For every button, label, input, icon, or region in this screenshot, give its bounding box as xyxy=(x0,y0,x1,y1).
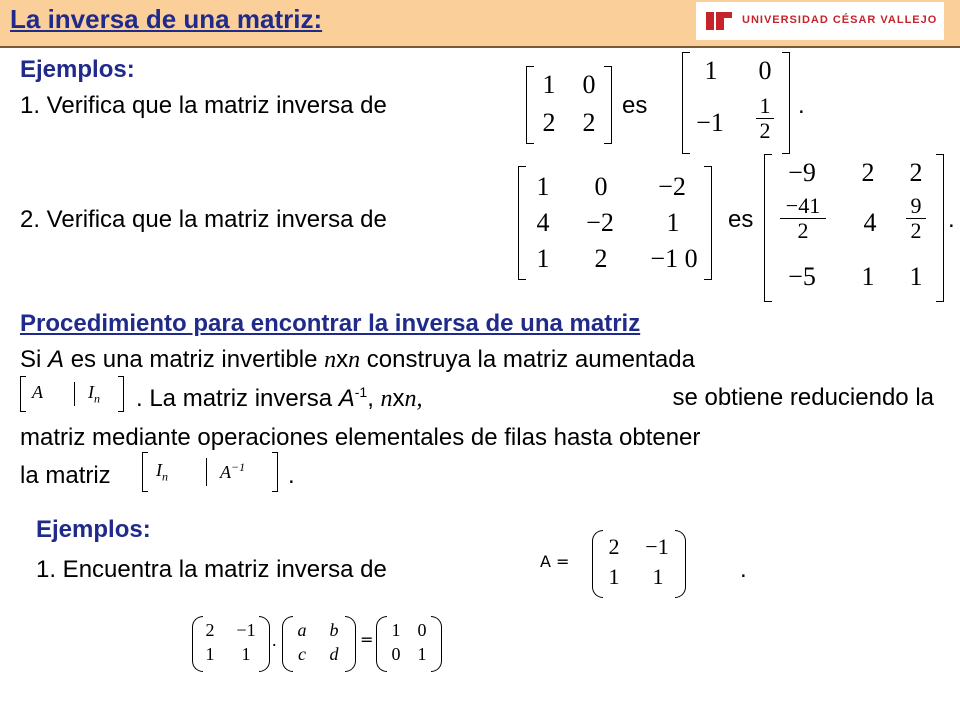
matrix-cell: −1 xyxy=(645,534,669,559)
identity-symbol: I xyxy=(156,460,162,480)
matrix-A xyxy=(592,530,686,598)
eq-left-matrix xyxy=(192,616,270,672)
example2-matrix xyxy=(518,166,712,280)
matrix-cell: −1 xyxy=(696,108,724,137)
fraction xyxy=(754,94,776,143)
text-fragment: x xyxy=(392,385,405,412)
eq-identity-matrix xyxy=(376,616,442,672)
matrix-cell: 1 xyxy=(536,172,550,201)
text-fragment: , xyxy=(367,385,374,412)
matrix-cell: 1 xyxy=(241,644,251,664)
matrix-cell: 1 xyxy=(542,70,556,99)
procedure-line-1 xyxy=(20,346,695,374)
augmented-matrix-A-In xyxy=(20,376,124,412)
matrix-cell: 2 xyxy=(582,108,596,137)
matrix-cell: 2 xyxy=(594,244,608,273)
var-n: n, xyxy=(404,386,423,412)
fraction-denominator: 2 xyxy=(910,218,922,243)
dot-operator: . xyxy=(272,630,277,650)
superscript: −1 xyxy=(231,460,246,474)
example2-inverse-matrix xyxy=(764,154,944,302)
example1-text: 1. Verifica que la matriz inversa de xyxy=(20,92,387,119)
equals-sign: = xyxy=(360,630,374,649)
example1-es: es xyxy=(622,92,648,119)
subscript: n xyxy=(162,469,168,484)
fraction-denominator: 2 xyxy=(797,218,809,243)
augmented-matrix-In-Ainv xyxy=(142,452,278,492)
fraction-numerator: 1 xyxy=(759,93,771,118)
matrix-symbol xyxy=(88,382,100,407)
matrix-cell: 0 xyxy=(758,56,772,85)
var-A: A xyxy=(220,462,231,482)
matrix-cell: −5 xyxy=(788,262,816,291)
fraction-denominator: 2 xyxy=(759,118,771,143)
matrix-cell: a xyxy=(297,620,307,640)
text-fragment: construya la matriz aumentada xyxy=(360,346,695,373)
var-n: n xyxy=(380,386,393,412)
example3-text: 1. Encuentra la matriz inversa de xyxy=(36,556,387,583)
matrix-symbol: A xyxy=(32,382,43,402)
matrix-cell: 4 xyxy=(536,208,550,237)
matrix-cell: 2 xyxy=(909,158,923,187)
text-fragment: Si xyxy=(20,346,49,373)
text-fragment: se obtiene reduciendo la xyxy=(672,384,934,411)
matrix-cell: 0 xyxy=(417,620,427,640)
fraction xyxy=(778,194,828,243)
matrix-cell: d xyxy=(329,644,339,664)
var-n: n xyxy=(348,347,361,373)
matrix-cell: 2 xyxy=(205,620,215,640)
matrix-cell: 1 xyxy=(608,564,620,589)
examples-heading-1: Ejemplos: xyxy=(20,56,135,83)
example3-period: . xyxy=(740,556,747,583)
matrix-cell: 4 xyxy=(863,208,877,237)
matrix-cell: 1 xyxy=(861,262,875,291)
superscript: -1 xyxy=(354,384,368,400)
matrix-cell: 2 xyxy=(608,534,620,559)
var-n: n xyxy=(324,347,337,373)
matrix-cell: 2 xyxy=(861,158,875,187)
procedure-line-4-label: la matriz xyxy=(20,462,111,489)
matrix-cell: 1 xyxy=(909,262,923,291)
procedure-heading: Procedimiento para encontrar la inversa de una matriz xyxy=(20,310,641,337)
procedure-line-2 xyxy=(136,384,936,413)
example2-es: es xyxy=(728,206,754,233)
matrix-cell: 1 xyxy=(704,56,718,85)
example2-text: 2. Verifica que la matriz inversa de xyxy=(20,206,387,233)
matrix-cell: −1 xyxy=(236,620,256,640)
matrix-cell: 1 xyxy=(205,644,215,664)
matrix-cell: 0 xyxy=(594,172,608,201)
examples-heading-2: Ejemplos: xyxy=(36,516,151,543)
fraction-numerator: 9 xyxy=(910,193,922,218)
matrix-cell: 1 xyxy=(536,244,550,273)
matrix-cell: 0 xyxy=(582,70,596,99)
ucv-logo-icon xyxy=(704,10,734,32)
example1-matrix xyxy=(526,66,612,144)
example2-period: . xyxy=(948,206,955,233)
university-logo xyxy=(696,2,944,40)
identity-symbol: I xyxy=(88,382,94,402)
matrix-cell: −9 xyxy=(788,158,816,187)
matrix-cell: 0 xyxy=(391,644,401,664)
procedure-line-3: matriz mediante operaciones elementales de filas hasta obtener xyxy=(20,424,701,451)
text-fragment: es una matriz invertible xyxy=(64,346,325,373)
var-A: A xyxy=(338,385,355,412)
procedure-line-4-period: . xyxy=(288,462,295,489)
matrix-cell: 1 xyxy=(391,620,401,640)
matrix-cell: c xyxy=(298,644,306,664)
example1-period: . xyxy=(798,92,805,119)
matrix-cell: −1 0 xyxy=(650,244,698,273)
fraction xyxy=(904,194,928,243)
matrix-cell: 1 xyxy=(417,644,427,664)
matrix-cell: −2 xyxy=(586,208,614,237)
matrix-cell: 1 xyxy=(666,208,680,237)
equation-A-times-X-equals-I xyxy=(192,616,444,672)
var-A: A xyxy=(48,346,65,373)
example1-inverse-matrix xyxy=(682,52,790,154)
text-fragment: x xyxy=(336,346,349,373)
matrix-symbol xyxy=(156,460,168,485)
matrix-label: A = xyxy=(540,552,570,571)
subscript: n xyxy=(94,391,100,406)
fraction-numerator: −41 xyxy=(785,193,821,218)
page-title: La inversa de una matriz: xyxy=(10,4,323,34)
matrix-cell: 2 xyxy=(542,108,556,137)
text-fragment: . La matriz inversa xyxy=(136,385,339,412)
matrix-symbol xyxy=(220,460,245,483)
matrix-cell: 1 xyxy=(652,564,664,589)
example3-matrix-A xyxy=(540,530,690,600)
matrix-cell: b xyxy=(329,620,339,640)
eq-unknown-matrix xyxy=(282,616,356,672)
logo-text: UNIVERSIDAD CÉSAR VALLEJO xyxy=(742,14,938,26)
matrix-cell: −2 xyxy=(658,172,686,201)
